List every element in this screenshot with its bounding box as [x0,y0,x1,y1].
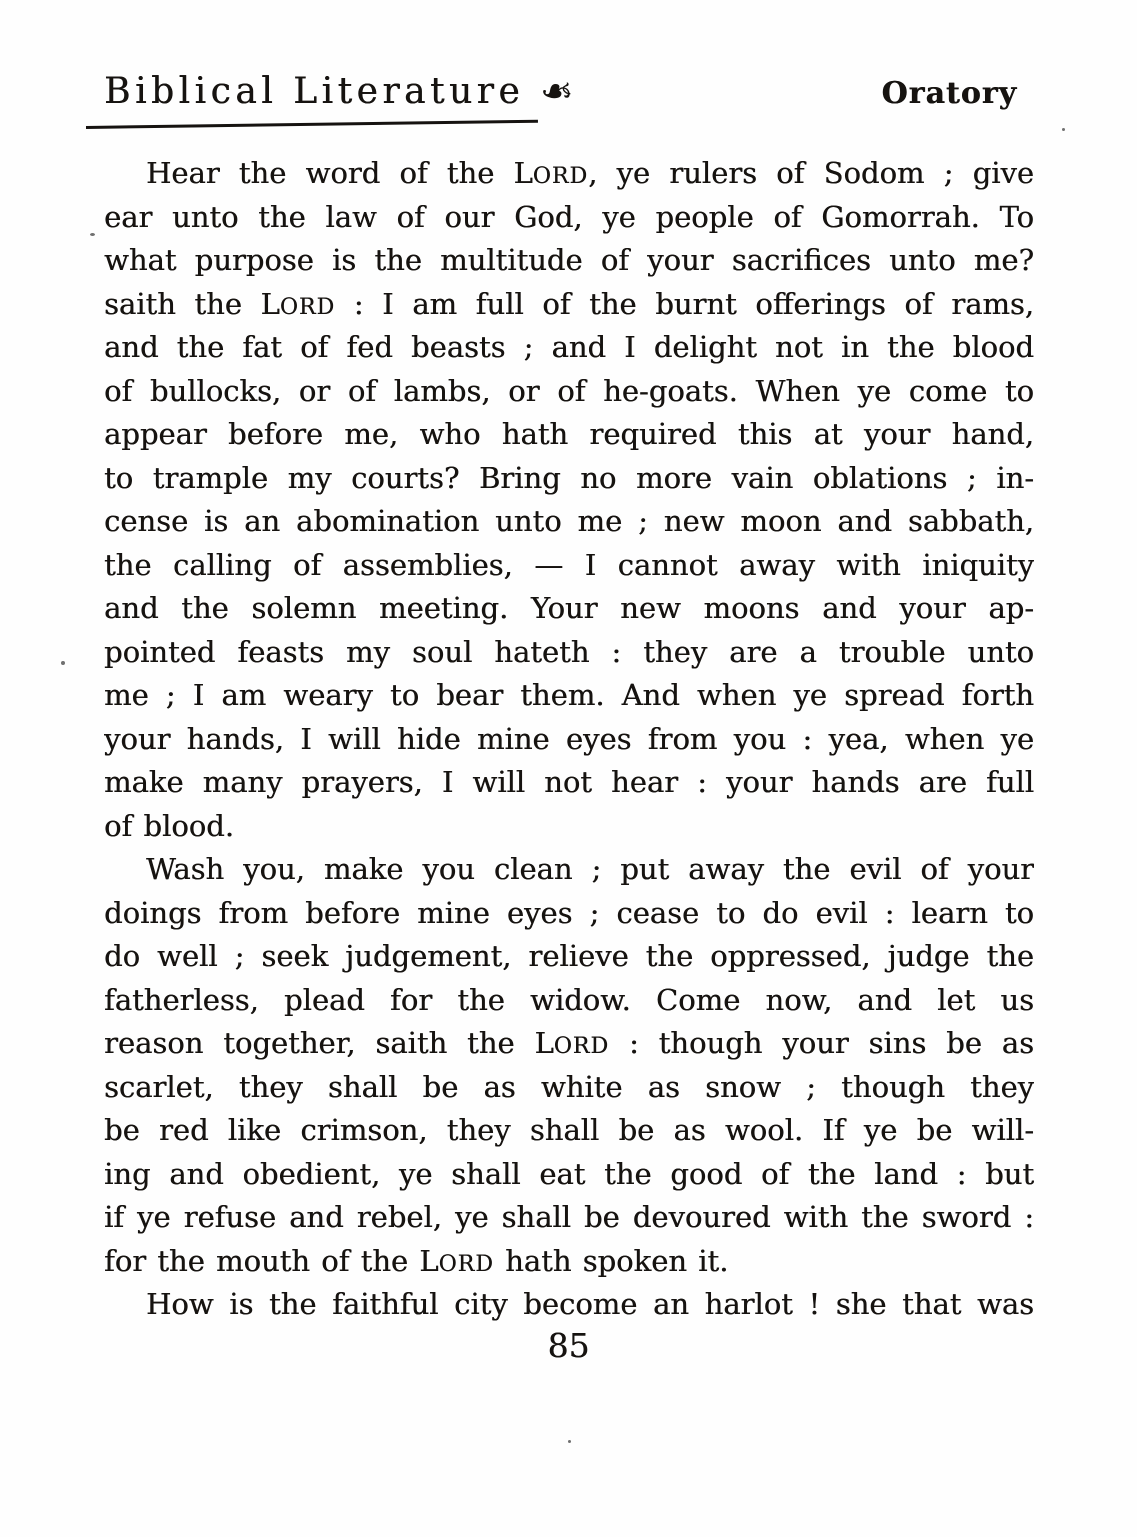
text-line: do well ; seek judgement, relieve the oppressed, judge the [104,939,1034,973]
section-title: Biblical Literature [104,71,525,112]
text-line: ear unto the law of our God, ye people of Gomorrah. To [104,199,1034,234]
scan-speck [568,1440,571,1443]
text-line: me ; I am weary to bear them. And when ye spread forth [104,678,1034,712]
text-line: of bullocks, or of lambs, or of he-goats. When ye come to [104,373,1034,408]
text-line: be red like crimson, they shall be as wool. If ye be will- [104,1113,1034,1147]
scan-speck [61,661,65,665]
text-block [104,152,1034,1327]
text-line: pointed feasts my soul hateth : they are a trouble unto [104,634,1034,669]
fleuron-icon: ❧ [540,69,574,115]
text-line: scarlet, they shall be as white as snow ; though they [104,1069,1034,1104]
text-line: and the fat of fed beasts ; and I delight not in the blood [104,330,1034,364]
scan-speck [1062,128,1065,131]
text-line: to trample my courts? Bring no more vain oblations ; in- [104,460,1034,495]
text-line: make many prayers, I will not hear : your hands are full [104,765,1034,799]
text-line: the calling of assemblies, — I cannot away with iniquity [104,547,1034,582]
text-line: your hands, I will hide mine eyes from you : yea, when ye [104,721,1034,756]
text-line: if ye refuse and rebel, ye shall be devoured with the sword : [104,1200,1034,1234]
page-header [104,70,1017,132]
text-line: saith the LORD : I am full of the burnt offerings of rams, [104,286,1034,321]
text-line: reason together, saith the LORD : though your sins be as [104,1026,1034,1060]
text-line: fatherless, plead for the widow. Come now, and let us [104,982,1034,1017]
text-line: and the solemn meeting. Your new moons and your ap- [104,591,1034,625]
text-line: what purpose is the multitude of your sacrifices unto me? [104,243,1034,277]
text-line: of blood. [104,808,234,843]
running-head: Oratory [881,76,1017,111]
text-line: Hear the word of the LORD, ye rulers of Sodom ; give [146,156,1034,190]
scan-speck [90,233,95,236]
page-number: 85 [547,1326,590,1365]
text-line: doings from before mine eyes ; cease to do evil : learn to [104,895,1034,930]
text-line: ing and obedient, ye shall eat the good of the land : but [104,1156,1034,1191]
text-line: appear before me, who hath required this at your hand, [104,417,1034,451]
text-line: Wash you, make you clean ; put away the evil of your [146,852,1034,886]
text-line: for the mouth of the LORD hath spoken it. [104,1243,729,1278]
text-line: cense is an abomination unto me ; new moon and sabbath, [104,504,1034,538]
text-line: How is the faithful city become an harlot ! she that was [146,1287,1034,1321]
